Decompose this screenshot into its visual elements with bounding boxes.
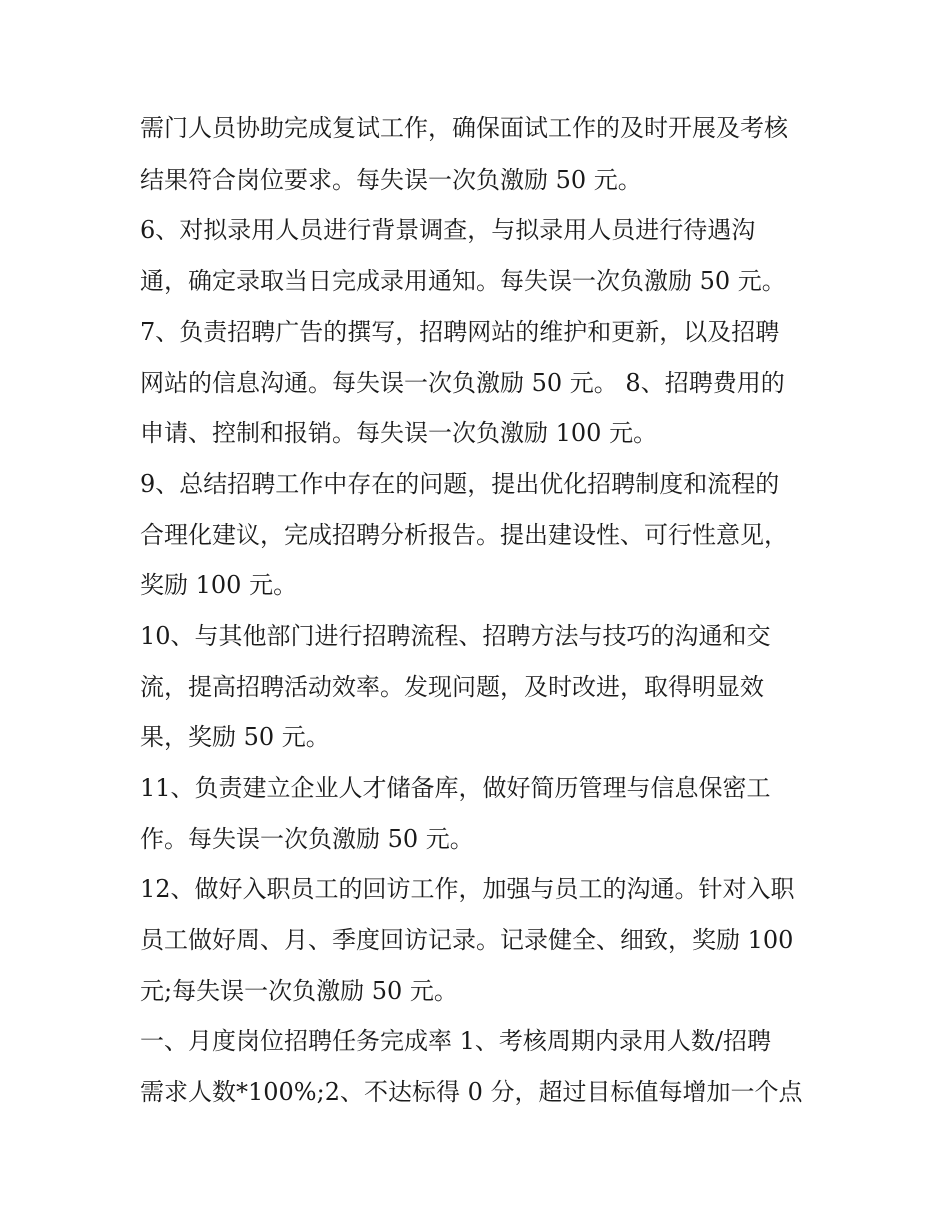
text-line: 网站的信息沟通。每失误一次负激励 50 元。 8、招聘费用的 (140, 369, 785, 397)
text-line: 7、负责招聘广告的撰写，招聘网站的维护和更新，以及招聘 (140, 318, 780, 346)
text-line: 流，提高招聘活动效率。发现问题，及时改进，取得明显效 (140, 673, 764, 701)
text-line: 10、与其他部门进行招聘流程、招聘方法与技巧的沟通和交 (140, 622, 771, 650)
text-line: 9、总结招聘工作中存在的问题，提出优化招聘制度和流程的 (140, 470, 780, 498)
text-line: 12、做好入职员工的回访工作，加强与员工的沟通。针对入职 (140, 875, 795, 903)
text-line: 需求人数*100%;2、不达标得 0 分，超过目标值每增加一个点 (140, 1078, 803, 1106)
text-line: 11、负责建立企业人才储备库，做好简历管理与信息保密工 (140, 774, 771, 802)
text-line: 申请、控制和报销。每失误一次负激励 100 元。 (140, 419, 658, 447)
text-line: 一、月度岗位招聘任务完成率 1、考核周期内录用人数/招聘 (140, 1027, 771, 1055)
text-line: 6、对拟录用人员进行背景调查，与拟录用人员进行待遇沟 (140, 216, 756, 244)
text-line: 需门人员协助完成复试工作，确保面试工作的及时开展及考核 (140, 114, 788, 142)
text-line: 结果符合岗位要求。每失误一次负激励 50 元。 (140, 166, 642, 194)
text-line: 果，奖励 50 元。 (140, 723, 330, 751)
text-line: 通，确定录取当日完成录用通知。每失误一次负激励 50 元。 (140, 267, 786, 295)
text-line: 作。每失误一次负激励 50 元。 (140, 825, 474, 853)
text-line: 员工做好周、月、季度回访记录。记录健全、细致，奖励 100 (140, 926, 794, 954)
text-line: 奖励 100 元。 (140, 571, 298, 599)
text-line: 元;每失误一次负激励 50 元。 (140, 977, 458, 1005)
text-line: 合理化建议，完成招聘分析报告。提出建设性、可行性意见， (140, 521, 788, 549)
